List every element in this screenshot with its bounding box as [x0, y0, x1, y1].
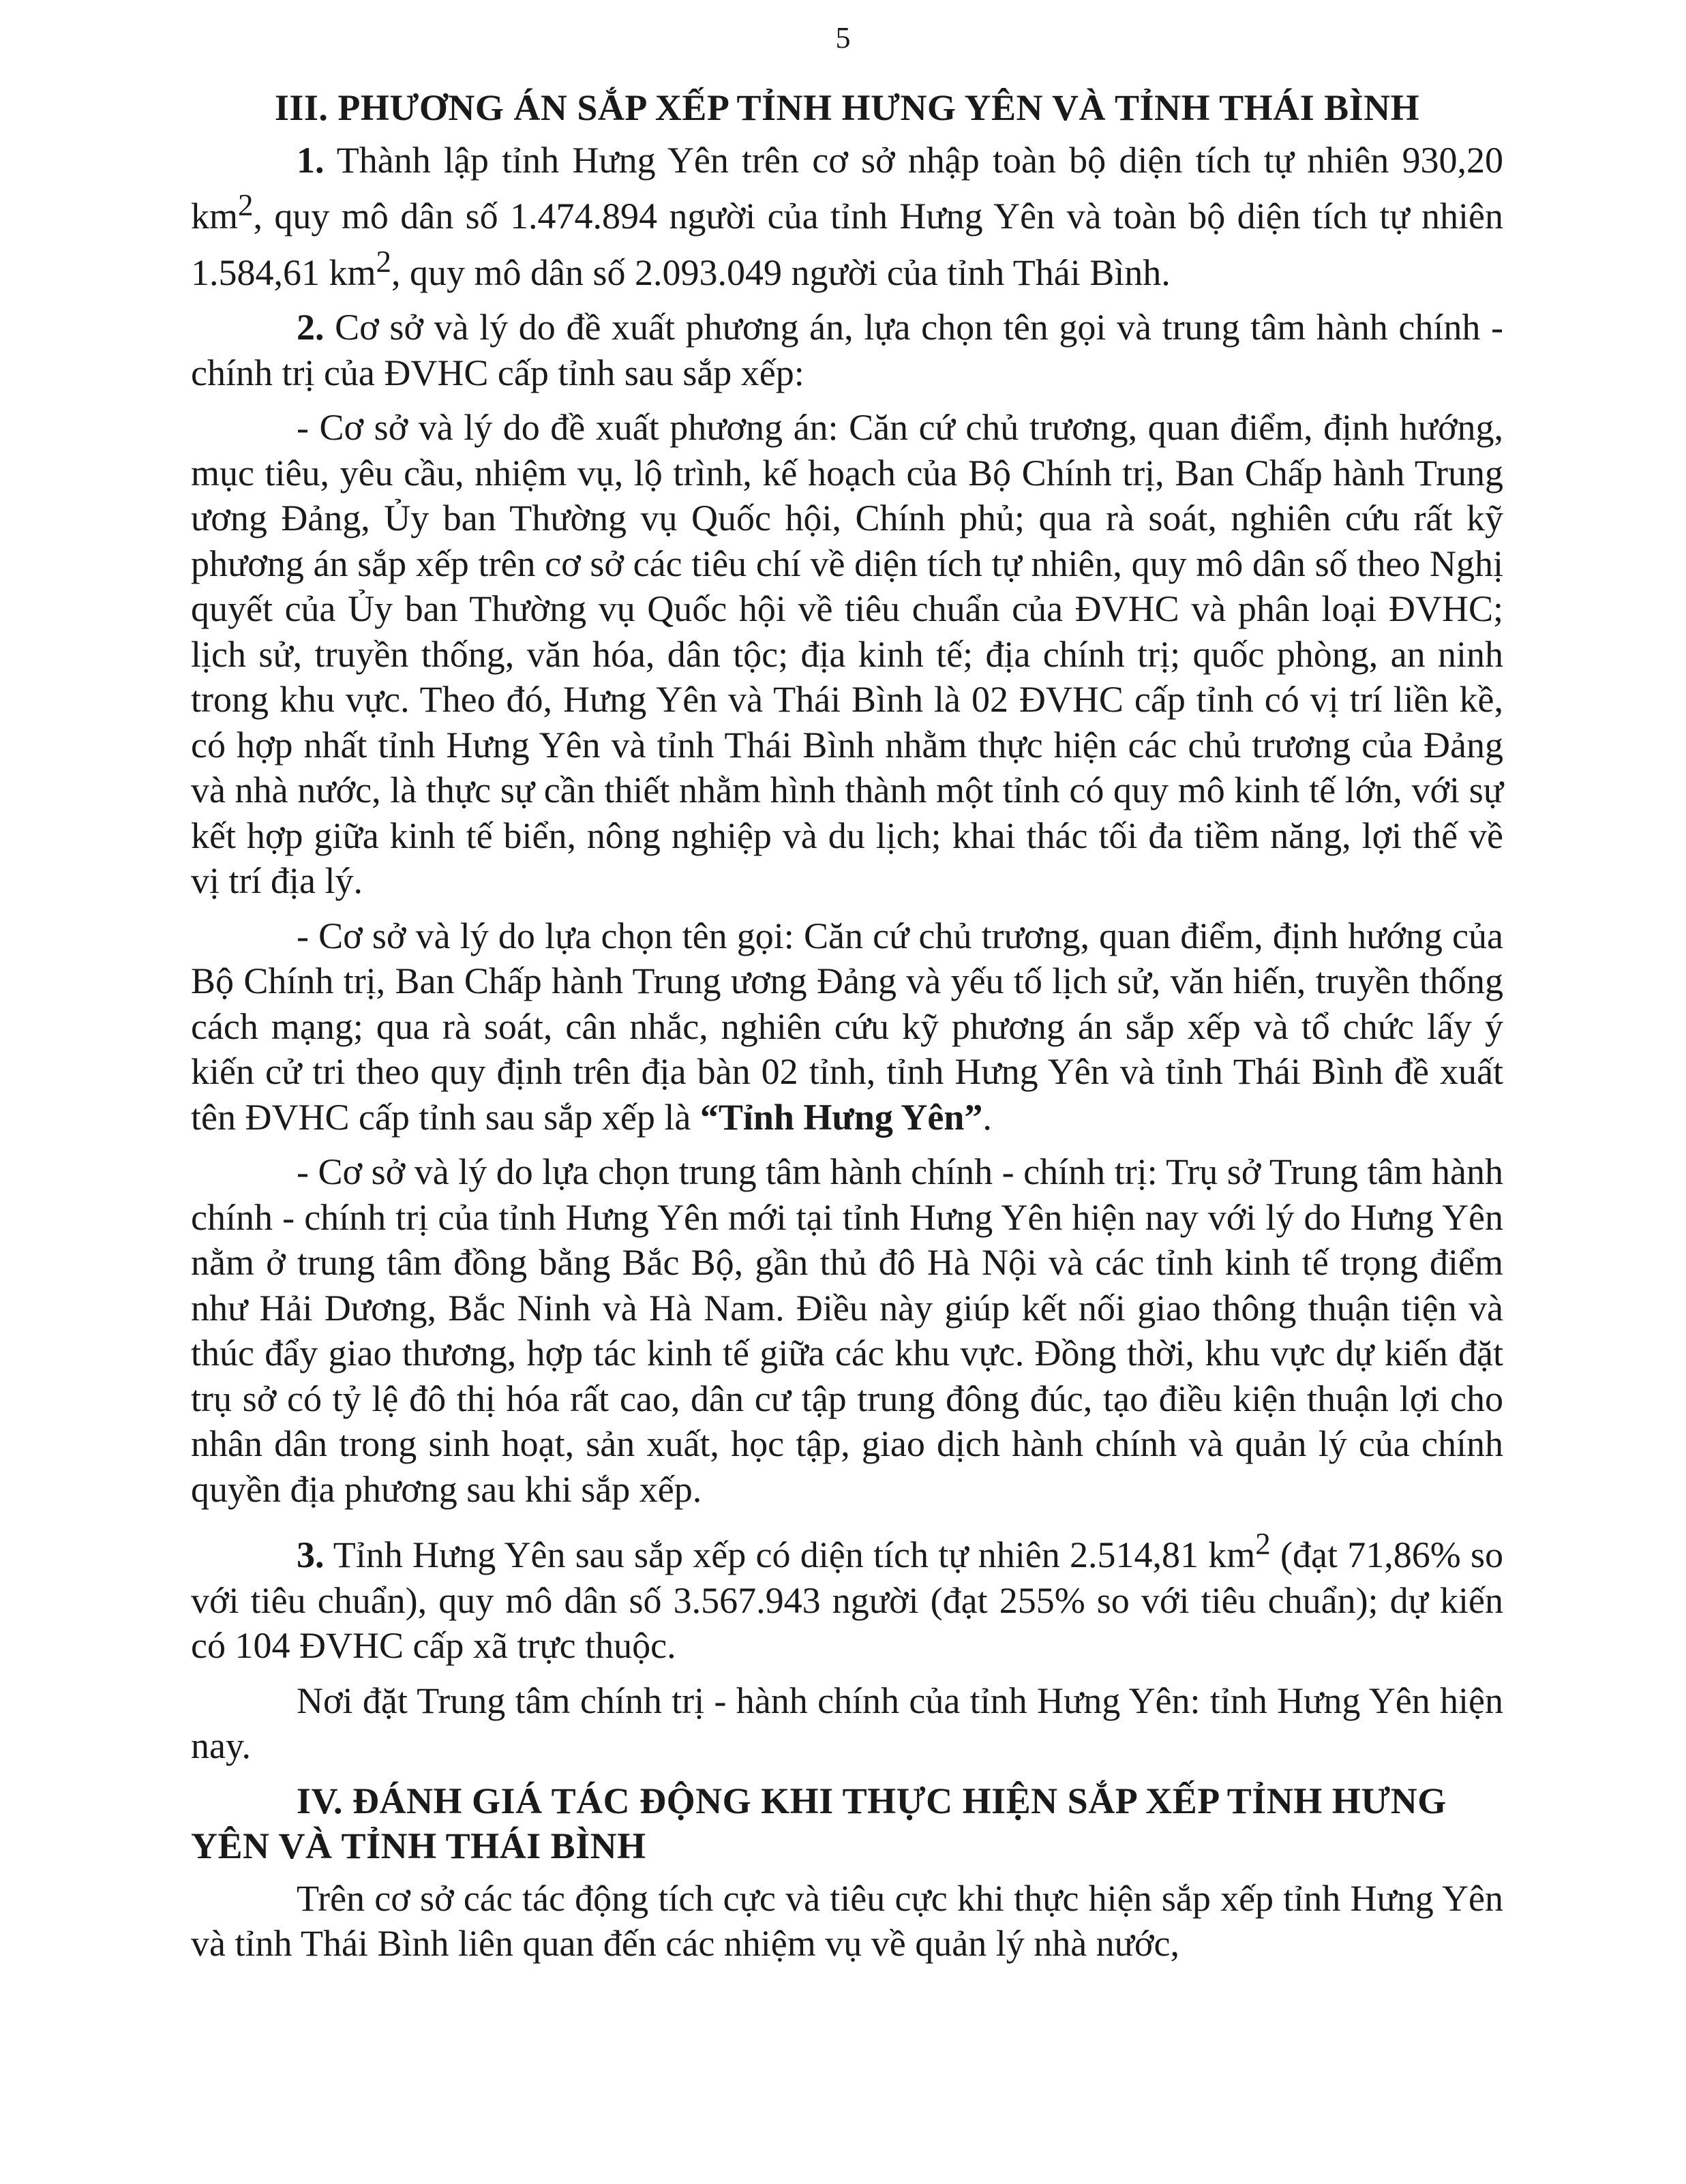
item-2-text: Cơ sở và lý do đề xuất phương án, lựa chọn tên gọi và trung tâm hành chính - chính trị của ĐVHC cấp tỉnh sau sắp xếp:: [191, 307, 1503, 393]
bullet-name-basis: [191, 913, 1503, 1140]
document-body: [191, 85, 1503, 1976]
item-3-paragraph: [191, 1521, 1503, 1669]
item-1-text-b: , quy mô dân số 1.474.894 người của tỉnh Hưng Yên và toàn bộ diện tích tự nhiên 1.584,61 km: [191, 196, 1503, 293]
bullet-center-basis: - Cơ sở và lý do lựa chọn trung tâm hành chính - chính trị: Trụ sở Trung tâm hành chính - chính trị của tỉnh Hưng Yên mới tại tỉnh Hưng Yên hiện nay với lý do Hưng Yên nằm ở trung tâm đồng bằng Bắc Bộ, gần thủ đô Hà Nội và các tỉnh kinh tế trọng điểm như Hải Dương, Bắc Ninh và Hà Nam. Điều này giúp kết nối giao thông thuận tiện và thúc đẩy giao thương, hợp tác kinh tế giữa các khu vực. Đồng thời, khu vực dự kiến đặt trụ sở có tỷ lệ đô thị hóa rất cao, dân cư tập trung đông đúc, tạo điều kiện thuận lợi cho nhân dân trong sinh hoạt, sản xuất, học tập, giao dịch hành chính và quản lý của chính quyền địa phương sau khi sắp xếp.: [191, 1151, 1503, 1510]
item-1-text-c: , quy mô dân số 2.093.049 người của tỉnh Thái Bình.: [391, 252, 1171, 293]
item-3-text-a: Tỉnh Hưng Yên sau sắp xếp có diện tích tự nhiên 2.514,81 km: [324, 1534, 1256, 1575]
section-3-heading: III. PHƯƠNG ÁN SẮP XẾP TỈNH HƯNG YÊN VÀ TỈNH THÁI BÌNH: [274, 87, 1420, 128]
bullet-proposal-basis: - Cơ sở và lý do đề xuất phương án: Căn cứ chủ trương, quan điểm, định hướng, mục tiêu, yêu cầu, nhiệm vụ, lộ trình, kế hoạch của Bộ Chính trị, Ban Chấp hành Trung ương Đảng, Ủy ban Thường vụ Quốc hội, Chính phủ; qua rà soát, nghiên cứu rất kỹ phương án sắp xếp trên cơ sở các tiêu chí về diện tích tự nhiên, quy mô dân số theo Nghị quyết của Ủy ban Thường vụ Quốc hội về tiêu chuẩn của ĐVHC và phân loại ĐVHC; lịch sử, truyền thống, văn hóa, dân tộc; địa kinh tế; địa chính trị; quốc phòng, an ninh trong khu vực. Theo đó, Hưng Yên và Thái Bình là 02 ĐVHC cấp tỉnh có vị trí liền kề, có hợp nhất tỉnh Hưng Yên và tỉnh Thái Bình nhằm thực hiện các chủ trương của Đảng và nhà nước, là thực sự cần thiết nhằm hình thành một tỉnh có quy mô kinh tế lớn, với sự kết hợp giữa kinh tế biển, nông nghiệp và du lịch; khai thác tối đa tiềm năng, lợi thế về vị trí địa lý.: [191, 407, 1503, 901]
item-3-number: 3.: [297, 1534, 325, 1575]
item-3-sup: 2: [1255, 1527, 1271, 1561]
item-2-number: 2.: [297, 307, 325, 348]
proposed-province-name: “Tỉnh Hưng Yên”: [699, 1096, 983, 1138]
page-number: 5: [835, 21, 851, 55]
section-4-intro: Trên cơ sở các tác động tích cực và tiêu cực khi thực hiện sắp xếp tỉnh Hưng Yên và tỉnh Thái Bình liên quan đến các nhiệm vụ về quản lý nhà nước,: [191, 1877, 1503, 1964]
center-location-paragraph: Nơi đặt Trung tâm chính trị - hành chính của tỉnh Hưng Yên: tỉnh Hưng Yên hiện nay.: [191, 1680, 1503, 1766]
item-1-sup-a: 2: [238, 188, 254, 222]
bullet-name-end: .: [982, 1096, 992, 1138]
item-1-text-a: Thành lập tỉnh Hưng Yên trên cơ sở nhập toàn bộ diện tích tự nhiên 930,20 km: [191, 139, 1503, 237]
item-1-number: 1.: [297, 139, 325, 181]
item-2-paragraph: [191, 305, 1503, 395]
bullet-name-text: - Cơ sở và lý do lựa chọn tên gọi: Căn cứ chủ trương, quan điểm, định hướng của Bộ Chính trị, Ban Chấp hành Trung ương Đảng và yếu tố lịch sử, văn hiến, truyền thống cách mạng; qua rà soát, cân nhắc, nghiên cứu kỹ phương án sắp xếp và tổ chức lấy ý kiến cử tri theo quy định trên địa bàn 02 tỉnh, tỉnh Hưng Yên và tỉnh Thái Bình đề xuất tên ĐVHC cấp tỉnh sau sắp xếp là: [191, 915, 1503, 1138]
item-1-paragraph: [191, 138, 1503, 296]
item-1-sup-b: 2: [376, 244, 392, 279]
item-3-text-b: (đạt 71,86% so với tiêu chuẩn), quy mô dân số 3.567.943 người (đạt 255% so với tiêu chuẩn); dự kiến có 104 ĐVHC cấp xã trực thuộc.: [191, 1534, 1504, 1666]
section-4-heading: IV. ĐÁNH GIÁ TÁC ĐỘNG KHI THỰC HIỆN SẮP XẾP TỈNH HƯNG YÊN VÀ TỈNH THÁI BÌNH: [191, 1780, 1447, 1866]
